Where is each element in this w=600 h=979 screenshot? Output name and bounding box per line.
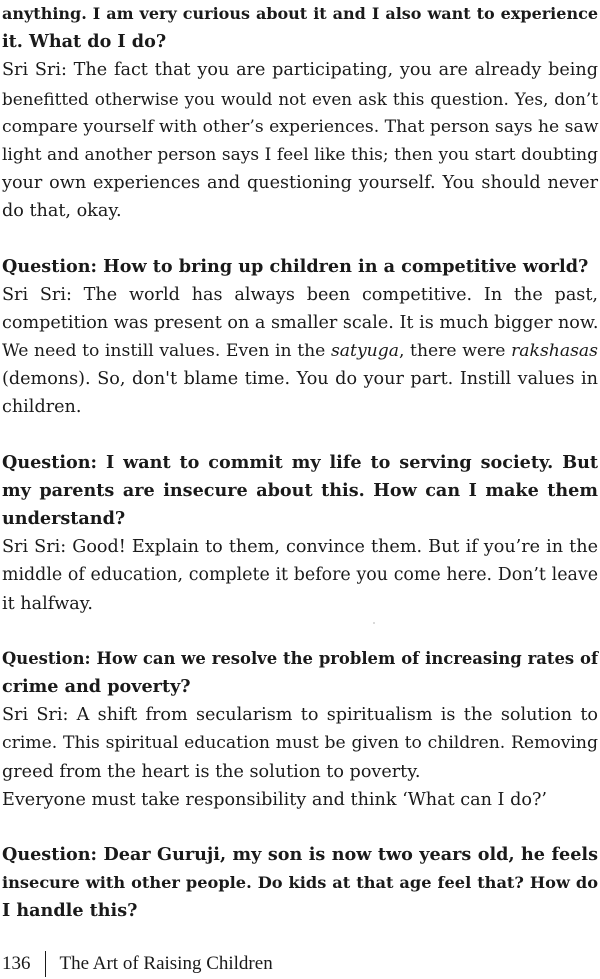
question-text: understand? — [2, 508, 126, 529]
answer-text: Sri Sri: A shift from secularism to spiritualism is the solution to — [2, 705, 598, 726]
paragraph-gap — [2, 814, 598, 841]
page-footer — [2, 950, 273, 978]
book-title: The Art of Raising Children — [59, 953, 273, 974]
question-text: I handle this? — [2, 900, 138, 922]
answer-text: children. — [2, 397, 82, 418]
paragraph-gap — [2, 422, 598, 449]
answer-text: middle of education, complete it before you come here. Don’t leave — [2, 565, 598, 586]
answer-text-part: , there were — [398, 341, 512, 362]
question-text: Question: How can we resolve the problem of increasing rates of — [2, 648, 598, 668]
italic-term-satyuga: satyuga — [330, 341, 399, 362]
qa-block-2 — [2, 253, 598, 422]
answer-text-part: We need to instill values. Even in the — [2, 341, 331, 362]
page-number: 136 — [2, 953, 31, 974]
page-body — [2, 0, 598, 925]
answer-text: (demons). So, don't blame time. You do your part. Instill values in — [2, 369, 598, 390]
answer-text: Everyone must take responsibility and think ‘What can I do?’ — [2, 789, 547, 810]
question-text: it. What do I do? — [2, 31, 167, 53]
question-text: crime and poverty? — [2, 675, 191, 697]
answer-text: Sri Sri: The world has always been competitive. In the past, — [2, 284, 598, 305]
answer-text: benefitted otherwise you would not even ask this question. Yes, don’t — [2, 88, 598, 109]
answer-text — [2, 337, 598, 365]
footer-divider — [45, 951, 46, 977]
question-text: Question: How to bring up children in a competitive world? — [2, 255, 589, 277]
answer-text: Sri Sri: The fact that you are participating, you are already being — [2, 60, 598, 81]
question-text: insecure with other people. Do kids at that age feel that? How do — [2, 873, 598, 893]
qa-block-3 — [2, 449, 598, 618]
qa-block-5 — [2, 841, 598, 926]
qa-block-1 — [2, 0, 598, 226]
answer-text: do that, okay. — [2, 201, 122, 222]
question-text: my parents are insecure about this. How can I make them — [2, 479, 598, 501]
qa-block-4 — [2, 645, 598, 814]
italic-term-rakshasas: rakshasas — [511, 341, 598, 362]
paragraph-gap — [2, 226, 598, 253]
answer-text: light and another person says I feel like this; then you start doubting — [2, 144, 598, 165]
answer-text: your own experiences and questioning yourself. You should never — [2, 173, 598, 194]
question-text: anything. I am very curious about it and I also want to experience — [2, 4, 598, 23]
answer-text: compare yourself with other’s experiences. That person says he saw — [2, 116, 599, 137]
question-text: Question: Dear Guruji, my son is now two years old, he feels — [2, 843, 598, 865]
answer-text: Sri Sri: Good! Explain to them, convince them. But if you’re in the — [2, 537, 598, 558]
answer-text: competition was present on a smaller scale. It is much bigger now. — [2, 312, 599, 333]
paragraph-gap — [2, 618, 598, 645]
question-text: Question: I want to commit my life to serving society. But — [2, 451, 598, 473]
answer-text: crime. This spiritual education must be given to children. Removing — [2, 733, 598, 754]
answer-text: it halfway. — [2, 593, 93, 614]
answer-text: greed from the heart is the solution to poverty. — [2, 761, 421, 782]
print-speck — [373, 622, 375, 624]
